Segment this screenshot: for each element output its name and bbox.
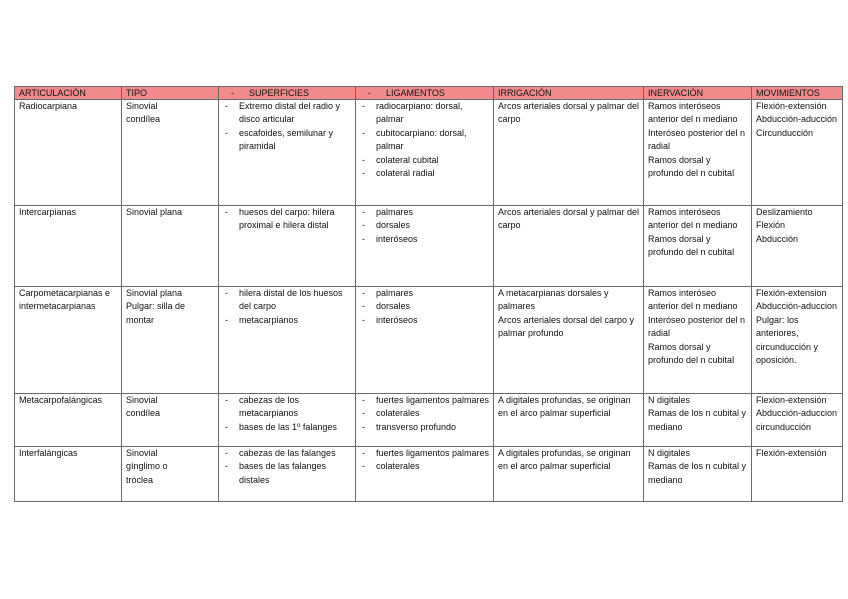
cell-superficies — [219, 206, 356, 287]
list-item: - metacarpianos — [223, 314, 352, 327]
cell-articulacion — [15, 287, 122, 394]
cell-tipo — [122, 287, 219, 394]
cell-text: Interóseo posterior del n radial — [648, 314, 746, 339]
header-tipo: TIPO — [122, 87, 219, 100]
cell-text: Abducción-aduccion — [756, 408, 838, 419]
cell-inervacion — [644, 100, 752, 206]
list-item: - fuertes ligamentos palmares — [360, 447, 490, 460]
ligamentos-list — [360, 394, 490, 434]
list-item: - dorsales — [360, 300, 490, 313]
cell-inervacion — [644, 447, 752, 502]
header-dash: - — [231, 88, 234, 98]
table-row — [15, 287, 843, 394]
superficies-list — [223, 447, 352, 487]
header-articulacion: ARTICULACIÓN — [15, 87, 122, 100]
list-item: - bases de las falanges distales — [223, 460, 352, 487]
list-item: - colateral cubital — [360, 154, 490, 167]
cell-text: Abducción-aduccion — [756, 301, 838, 312]
cell-irrigacion — [494, 287, 644, 394]
table-header — [15, 87, 843, 100]
cell-text: Deslizamiento — [756, 207, 813, 217]
cell-text: Radiocarpiana — [19, 101, 78, 111]
cell-articulacion — [15, 394, 122, 447]
cell-superficies — [219, 394, 356, 447]
cell-superficies — [219, 100, 356, 206]
cell-text: Abducción-aducción — [756, 114, 838, 125]
cell-text: Sinovial — [126, 448, 158, 458]
cell-text: Interóseo posterior del n radial — [648, 127, 746, 152]
list-item: - escafoides, semilunar y piramidal — [223, 127, 352, 154]
cell-movimientos — [752, 447, 843, 502]
ligamentos-list — [360, 100, 490, 180]
cell-text: Flexion-extensión — [756, 395, 827, 405]
list-item: - palmares — [360, 206, 490, 219]
header-irrigacion: IRRIGACIÓN — [494, 87, 644, 100]
cell-text: Circunducción — [756, 127, 814, 138]
cell-articulacion — [15, 447, 122, 502]
cell-tipo — [122, 394, 219, 447]
table-row — [15, 100, 843, 206]
cell-text: Arcos arteriales dorsal y palmar del carpo — [498, 207, 640, 231]
cell-text: Intercarpianas — [19, 207, 77, 217]
cell-text: Sinovial plana — [126, 288, 183, 298]
list-item: - huesos del carpo: hilera proximal e hilera distal — [223, 206, 352, 233]
cell-text: Sinovial plana — [126, 207, 183, 217]
ligamentos-list — [360, 447, 490, 474]
cell-text: Pulgar: silla de montar — [126, 301, 186, 325]
cell-articulacion — [15, 206, 122, 287]
list-item: - cabezas de las falanges — [223, 447, 352, 460]
cell-ligamentos — [356, 206, 494, 287]
cell-superficies — [219, 287, 356, 394]
cell-text: Arcos arteriales dorsal del carpo y palmar profundo — [498, 314, 635, 339]
cell-text: Carpometacarpianas e intermetacarpianas — [19, 288, 111, 312]
cell-text: A digitales profundas, se originan en el arco palmar superficial — [498, 448, 631, 472]
cell-text: tróclea — [126, 474, 154, 485]
cell-text: Interfalángicas — [19, 448, 78, 458]
header-dash: - — [368, 88, 371, 98]
cell-text: Ramos dorsal y profundo del n cubital — [648, 341, 735, 366]
list-item: - palmares — [360, 287, 490, 300]
list-item: - cubitocarpiano: dorsal, palmar — [360, 127, 490, 154]
cell-tipo — [122, 447, 219, 502]
superficies-list — [223, 206, 352, 233]
list-item: - radiocarpiano: dorsal, palmar — [360, 100, 490, 127]
cell-text: Ramos interóseos anterior del n mediano — [648, 207, 738, 231]
cell-text: Flexión-extensión — [756, 448, 827, 458]
cell-irrigacion — [494, 100, 644, 206]
cell-movimientos — [752, 100, 843, 206]
ligamentos-list — [360, 206, 490, 246]
cell-inervacion — [644, 206, 752, 287]
list-item: - interóseos — [360, 233, 490, 246]
cell-ligamentos — [356, 394, 494, 447]
cell-text: Flexión — [756, 220, 786, 231]
cell-text: Ramos interóseos anterior del n mediano — [648, 101, 738, 125]
cell-tipo — [122, 206, 219, 287]
cell-articulacion — [15, 100, 122, 206]
cell-text: Ramos dorsal y profundo del n cubital — [648, 233, 735, 258]
cell-text: Flexión-extension — [756, 288, 827, 298]
cell-text: condílea — [126, 408, 161, 419]
list-item: - colateral radial — [360, 167, 490, 180]
cell-inervacion — [644, 287, 752, 394]
table-body — [15, 100, 843, 502]
cell-text: circunducción — [756, 421, 812, 432]
superficies-list — [223, 100, 352, 154]
joints-table — [14, 86, 843, 502]
cell-text: condílea — [126, 114, 161, 125]
cell-text: N digitales — [648, 448, 691, 458]
header-superficies: - SUPERFICIES — [219, 87, 356, 100]
cell-text: Ramas de los n cubital y mediano — [648, 408, 747, 432]
list-item: - colaterales — [360, 460, 490, 473]
list-item: - interóseos — [360, 314, 490, 327]
list-item: - Extremo distal del radio y disco articular — [223, 100, 352, 127]
header-inervacion: INERVACIÓN — [644, 87, 752, 100]
superficies-list — [223, 287, 352, 327]
table-row — [15, 447, 843, 502]
cell-ligamentos — [356, 100, 494, 206]
cell-ligamentos — [356, 447, 494, 502]
cell-text: Ramos interóseo anterior del n mediano — [648, 288, 738, 312]
cell-ligamentos — [356, 287, 494, 394]
header-ligamentos: - LIGAMENTOS — [356, 87, 494, 100]
cell-movimientos — [752, 206, 843, 287]
cell-irrigacion — [494, 206, 644, 287]
cell-irrigacion — [494, 394, 644, 447]
cell-text: gínglimo o — [126, 461, 168, 472]
cell-superficies — [219, 447, 356, 502]
list-item: - transverso profundo — [360, 421, 490, 434]
cell-text: Flexión-extensión — [756, 101, 827, 111]
cell-text: Sinovial — [126, 395, 158, 405]
list-item: - hilera distal de los huesos del carpo — [223, 287, 352, 314]
cell-text: Ramas de los n cubital y mediano — [648, 461, 747, 485]
cell-text: A digitales profundas, se originan en el arco palmar superficial — [498, 395, 631, 419]
table-row — [15, 394, 843, 447]
list-item: - fuertes ligamentos palmares — [360, 394, 490, 407]
table-row — [15, 206, 843, 287]
cell-tipo — [122, 100, 219, 206]
header-row — [15, 87, 843, 100]
ligamentos-list — [360, 287, 490, 327]
cell-irrigacion — [494, 447, 644, 502]
cell-text: Pulgar: los anteriores, circunducción y oposición. — [756, 314, 819, 366]
cell-text: Metacarpofalángicas — [19, 395, 103, 405]
header-movimientos: MOVIMIENTOS — [752, 87, 843, 100]
list-item: - cabezas de los metacarpianos — [223, 394, 352, 421]
cell-text: N digitales — [648, 395, 691, 405]
cell-text: Arcos arteriales dorsal y palmar del carpo — [498, 101, 640, 125]
cell-movimientos — [752, 394, 843, 447]
cell-text: Abducción — [756, 233, 799, 244]
superficies-list — [223, 394, 352, 434]
cell-text: Sinovial — [126, 101, 158, 111]
cell-movimientos — [752, 287, 843, 394]
list-item: - colaterales — [360, 407, 490, 420]
list-item: - bases de las 1º falanges — [223, 421, 352, 434]
list-item: - dorsales — [360, 219, 490, 232]
cell-text: A metacarpianas dorsales y palmares — [498, 288, 609, 312]
cell-text: Ramos dorsal y profundo del n cubital — [648, 154, 735, 179]
cell-inervacion — [644, 394, 752, 447]
